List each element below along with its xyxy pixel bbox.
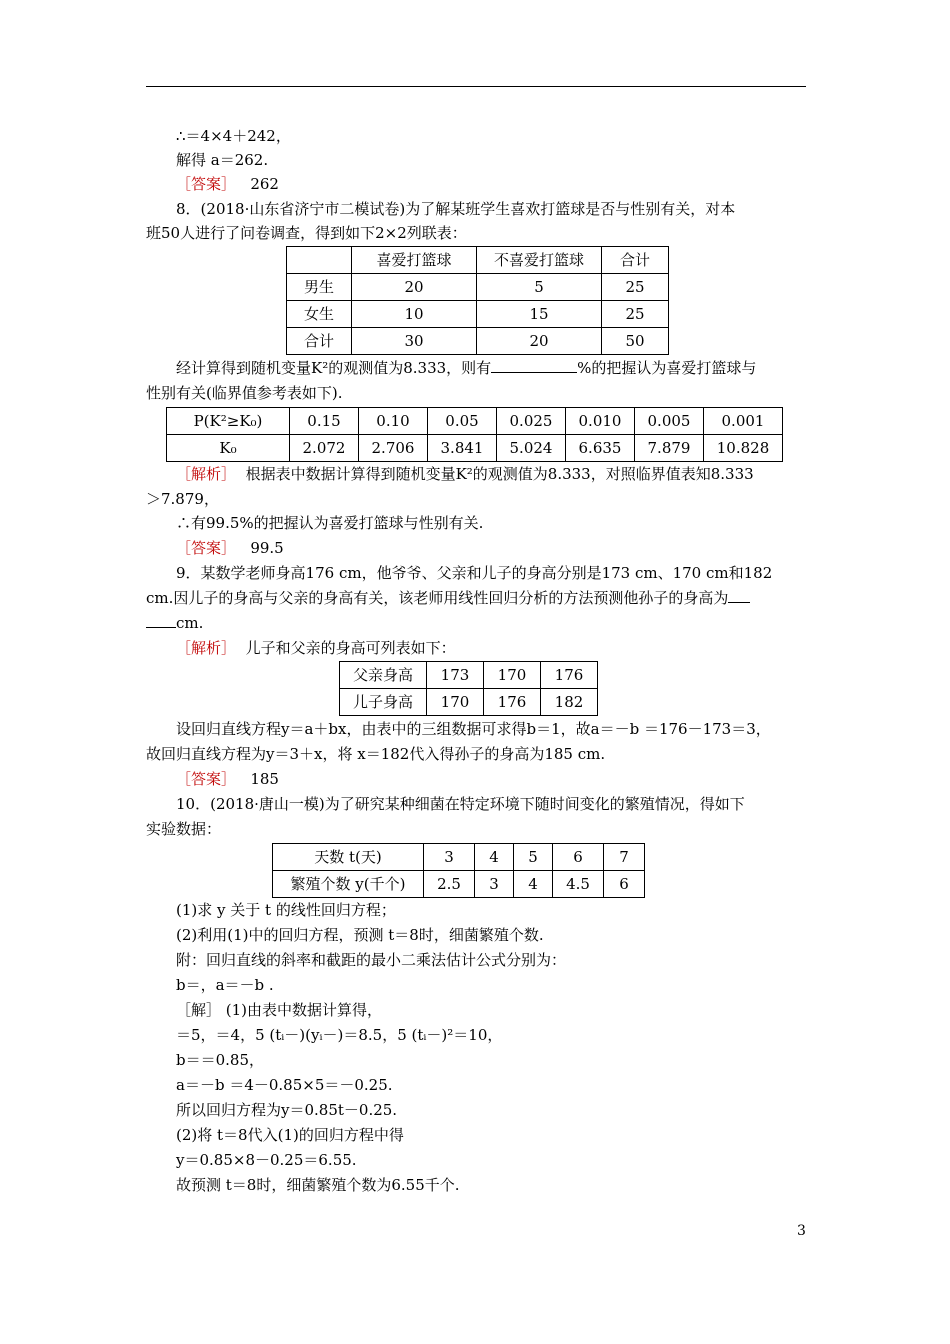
table-cell: 合计 — [602, 247, 669, 274]
height-table — [339, 661, 598, 716]
header-rule — [146, 86, 806, 87]
text-span: %的把握认为喜爱打篮球与 — [577, 359, 757, 377]
table-cell: 4 — [514, 871, 553, 898]
question-10-line-6: b＝，a＝－b . — [176, 976, 274, 994]
page-number: 3 — [797, 1223, 806, 1239]
table-cell: 4 — [475, 844, 514, 871]
table-row — [167, 435, 783, 462]
table-cell: 10.828 — [704, 435, 783, 462]
table-cell: P(K²≥K₀) — [167, 408, 290, 435]
solution-10-line-2: ＝5，＝4，5 (tᵢ－)(yᵢ－)＝8.5，5 (tᵢ－)²＝10， — [176, 1026, 503, 1044]
solution-9-line-3: 故回归直线方程为y＝3＋x，将 x＝182代入得孙子的身高为185 cm. — [146, 745, 606, 763]
question-10-line-5: 附：回归直线的斜率和截距的最小二乘法估计公式分别为： — [176, 951, 567, 969]
table-row — [287, 247, 669, 274]
solution-8-line-2: ＞7.879， — [146, 490, 219, 508]
question-9-line-1: 9．某数学老师身高176 cm，他爷爷、父亲和儿子的身高分别是173 cm、170 cm和182 — [176, 564, 773, 582]
table-cell: 7 — [604, 844, 645, 871]
table-cell: 7.879 — [635, 435, 704, 462]
table-cell — [287, 247, 352, 274]
table-cell: 170 — [484, 662, 541, 689]
table-cell: 天数 t(天) — [273, 844, 424, 871]
table-cell: 儿子身高 — [340, 689, 427, 716]
table-row — [287, 274, 669, 301]
solution-10-line-1: ［解］ (1)由表中数据计算得， — [176, 1001, 383, 1019]
table-cell: 3 — [475, 871, 514, 898]
contingency-table — [286, 246, 669, 355]
table-cell: K₀ — [167, 435, 290, 462]
text-span: cm.因儿子的身高与父亲的身高有关，该老师用线性回归分析的方法预测他孙子的身高为 — [146, 589, 729, 607]
table-cell: 2.5 — [424, 871, 475, 898]
solution-tag: ［解析］ — [176, 465, 237, 483]
answer-value: 185 — [250, 770, 279, 788]
answer-line — [176, 769, 279, 789]
table-cell: 20 — [477, 328, 602, 355]
solution-9-line-2: 设回归直线方程y＝a＋bx，由表中的三组数据可求得b＝1，故a＝－b ＝176－173＝3， — [176, 720, 771, 738]
text-span: 经计算得到随机变量K²的观测值为8.333，则有 — [176, 359, 492, 377]
text-line: ∴＝4×4＋242， — [176, 127, 291, 145]
table-cell: 4.5 — [553, 871, 604, 898]
table-row — [340, 689, 598, 716]
text-span: cm. — [176, 614, 204, 632]
table-cell: 0.05 — [428, 408, 497, 435]
table-cell: 176 — [541, 662, 598, 689]
table-row — [340, 662, 598, 689]
table-cell: 繁殖个数 y(千个) — [273, 871, 424, 898]
table-cell: 0.010 — [566, 408, 635, 435]
table-cell: 6 — [604, 871, 645, 898]
answer-line — [176, 174, 279, 194]
question-10-line-1: 10．(2018·唐山一模)为了研究某种细菌在特定环境下随时间变化的繁殖情况，得如下 — [176, 795, 745, 813]
table-cell: 3.841 — [428, 435, 497, 462]
table-row — [287, 328, 669, 355]
table-cell: 10 — [352, 301, 477, 328]
answer-line — [176, 538, 284, 558]
question-8-line-3 — [176, 358, 756, 378]
answer-value: 99.5 — [250, 539, 284, 557]
question-8-line-4: 性别有关(临界值参考表如下). — [146, 384, 343, 402]
solution-9-line-1 — [176, 638, 456, 658]
table-cell: 喜爱打篮球 — [352, 247, 477, 274]
bacteria-table — [272, 843, 645, 898]
text-span: 根据表中数据计算得到随机变量K²的观测值为8.333，对照临界值表知8.333 — [245, 465, 754, 483]
table-cell: 父亲身高 — [340, 662, 427, 689]
table-cell: 5 — [477, 274, 602, 301]
table-cell: 20 — [352, 274, 477, 301]
table-cell: 2.072 — [290, 435, 359, 462]
text-span: 儿子和父亲的身高可列表如下： — [245, 639, 456, 657]
table-cell: 5.024 — [497, 435, 566, 462]
table-cell: 173 — [427, 662, 484, 689]
solution-10-line-6: (2)将 t＝8代入(1)的回归方程中得 — [176, 1126, 404, 1144]
table-row — [273, 871, 645, 898]
answer-tag: ［答案］ — [176, 175, 237, 193]
table-cell: 15 — [477, 301, 602, 328]
table-cell: 182 — [541, 689, 598, 716]
table-cell: 0.025 — [497, 408, 566, 435]
table-cell: 不喜爱打篮球 — [477, 247, 602, 274]
question-9-line-2 — [146, 588, 750, 608]
table-cell: 170 — [427, 689, 484, 716]
table-cell: 176 — [484, 689, 541, 716]
table-cell: 3 — [424, 844, 475, 871]
solution-10-line-4: a＝－b ＝4－0.85×5＝－0.25. — [176, 1076, 393, 1094]
critical-value-table — [166, 407, 783, 462]
table-cell: 合计 — [287, 328, 352, 355]
table-cell: 0.10 — [359, 408, 428, 435]
table-cell: 30 — [352, 328, 477, 355]
table-cell: 6 — [553, 844, 604, 871]
answer-tag: ［答案］ — [176, 770, 237, 788]
table-cell: 50 — [602, 328, 669, 355]
table-cell: 25 — [602, 274, 669, 301]
solution-tag: ［解析］ — [176, 639, 237, 657]
table-cell: 25 — [602, 301, 669, 328]
table-cell: 男生 — [287, 274, 352, 301]
answer-blank — [728, 588, 750, 603]
solution-10-line-8: 故预测 t＝8时，细菌繁殖个数为6.55千个. — [176, 1176, 460, 1194]
answer-blank — [146, 613, 176, 628]
table-cell: 0.005 — [635, 408, 704, 435]
solution-10-line-3: b＝＝0.85， — [176, 1051, 265, 1069]
answer-tag: ［答案］ — [176, 539, 237, 557]
solution-8-line-3: ∴有99.5%的把握认为喜爱打篮球与性别有关. — [176, 514, 484, 532]
table-cell: 2.706 — [359, 435, 428, 462]
table-row — [167, 408, 783, 435]
question-9-line-3 — [146, 613, 203, 633]
answer-value: 262 — [250, 175, 279, 193]
table-row — [287, 301, 669, 328]
table-cell: 女生 — [287, 301, 352, 328]
solution-10-line-5: 所以回归方程为y＝0.85t－0.25. — [176, 1101, 398, 1119]
solution-10-line-7: y＝0.85×8－0.25＝6.55. — [176, 1151, 357, 1169]
question-8-line-1: 8．(2018·山东省济宁市二模试卷)为了解某班学生喜欢打篮球是否与性别有关，对本 — [176, 200, 736, 218]
text-line: 解得 a＝262. — [176, 151, 269, 169]
table-cell: 0.15 — [290, 408, 359, 435]
table-cell: 0.001 — [704, 408, 783, 435]
table-row — [273, 844, 645, 871]
answer-blank — [491, 358, 577, 373]
question-8-line-2: 班50人进行了问卷调查，得到如下2×2列联表： — [146, 224, 467, 242]
question-10-line-4: (2)利用(1)中的回归方程，预测 t＝8时，细菌繁殖个数. — [176, 926, 544, 944]
table-cell: 6.635 — [566, 435, 635, 462]
question-10-line-2: 实验数据： — [146, 820, 222, 838]
table-cell: 5 — [514, 844, 553, 871]
question-10-line-3: (1)求 y 关于 t 的线性回归方程； — [176, 901, 396, 919]
solution-8-line-1 — [176, 464, 754, 484]
